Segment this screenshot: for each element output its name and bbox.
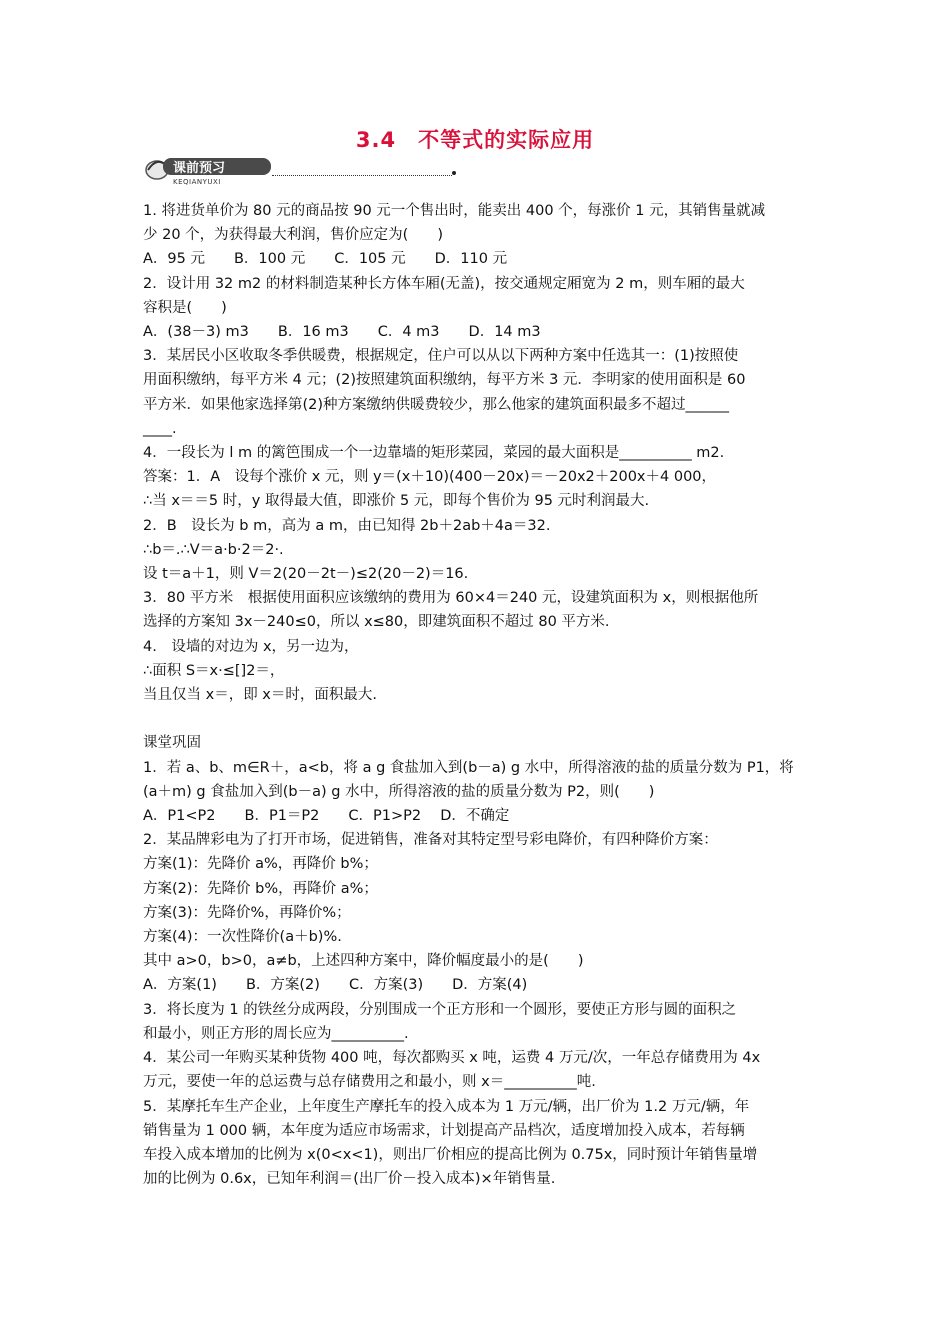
text-line: (a＋m) g 食盐加入到(b－a) g 水中，所得溶液的盐的质量分数为 P2，则( ) — [143, 783, 655, 800]
text-line: 1. 将进货单价为 80 元的商品按 90 元一个售出时，能卖出 400 个，每涨价 1 元，其销售量就减 — [143, 203, 766, 219]
text-line: A．(38－3) m3 B．16 m3 C．4 m3 D．14 m3 — [143, 324, 541, 341]
answer-line: ∴b＝.∴V＝a·b·2＝2·. — [143, 541, 284, 558]
text-line: 销售量为 1 000 辆，本年度为适应市场需求，计划提高产品档次，适度增加投入成本，若每辆 — [143, 1122, 745, 1139]
text-line: 万元，要使一年的总运费与总存储费用之和最小，则 x＝__________吨. — [143, 1074, 596, 1091]
classroom-section — [143, 731, 813, 1191]
section-heading: 课堂巩固 — [143, 735, 201, 752]
badge-rule-end — [452, 171, 456, 175]
text-line: 2．设计用 32 m2 的材料制造某种长方体车厢(无盖)，按交通规定厢宽为 2 m，则车厢的最大 — [143, 275, 745, 292]
text-line: 4．某公司一年购买某种货物 400 吨，每次都购买 x 吨，运费 4 万元/次，一年总存储费用为 4x — [143, 1050, 761, 1067]
text-line: 少 20 个，为获得最大利润，售价应定为( ) — [143, 227, 443, 244]
blank-line — [143, 707, 813, 731]
text-line: A．95 元 B．100 元 C．105 元 D．110 元 — [143, 251, 508, 268]
text-line: 2．某品牌彩电为了打开市场，促进销售，准备对其特定型号彩电降价，有四种降价方案： — [143, 832, 718, 849]
answer-line: 4. 设墙的对边为 x，另一边为， — [143, 638, 359, 655]
text-line: 用面积缴纳，每平方米 4 元；(2)按照建筑面积缴纳，每平方米 3 元．李明家的使用面积是 60 — [143, 372, 746, 389]
text-line: 和最小，则正方形的周长应为__________. — [143, 1025, 409, 1042]
text-line: 3．某居民小区收取冬季供暖费，根据规定，住户可以从以下两种方案中任选其一：(1)按照使 — [143, 348, 739, 365]
text-line: 方案(2)：先降价 b%，再降价 a%； — [143, 880, 378, 897]
badge-subtext: KEQIANYUXI — [173, 178, 221, 186]
preview-section — [143, 199, 813, 707]
text-line: 车投入成本增加的比例为 x(0<x<1)，则出厂价相应的提高比例为 0.75x，同时预计年销售量增 — [143, 1146, 758, 1163]
answer-line: 3．80 平方米 根据使用面积应该缴纳的费用为 60×4＝240 元，设建筑面积为 x，则根据他所 — [143, 590, 759, 607]
text-line: 其中 a>0，b>0，a≠b，上述四种方案中，降价幅度最小的是( ) — [143, 953, 584, 970]
section-badge — [143, 152, 463, 186]
answer-line: ∴当 x＝＝5 时，y 取得最大值，即涨价 5 元，即每个售价为 95 元时利润最大. — [143, 493, 650, 510]
document-body — [143, 199, 813, 1191]
answer-line: 2．B 设长为 b m，高为 a m，由已知得 2b＋2ab＋4a＝32. — [143, 517, 551, 534]
answer-line: 答案：1．A 设每个涨价 x 元，则 y＝(x＋10)(400－20x)＝－20x2＋200x＋4 000， — [143, 469, 717, 486]
answer-line: 当且仅当 x＝，即 x＝时，面积最大. — [143, 687, 377, 704]
badge-dotted-rule — [272, 175, 452, 176]
text-line: 加的比例为 0.6x，已知年利润＝(出厂价－投入成本)×年销售量. — [143, 1171, 556, 1188]
text-line: A．方案(1) B．方案(2) C．方案(3) D．方案(4) — [143, 977, 528, 994]
answer-line: ∴面积 S＝x·≤[]2＝， — [143, 662, 285, 679]
text-line: 5．某摩托车生产企业，上年度生产摩托车的投入成本为 1 万元/辆，出厂价为 1.2 万元/辆，年 — [143, 1098, 750, 1115]
text-line: 容积是( ) — [143, 299, 227, 316]
answer-line: 选择的方案知 3x－240≤0，所以 x≤80，即建筑面积不超过 80 平方米. — [143, 614, 610, 631]
text-line: ____. — [143, 420, 177, 437]
text-line: 方案(1)：先降价 a%，再降价 b%； — [143, 856, 378, 873]
badge-graphic — [143, 152, 283, 186]
text-line: 4．一段长为 l m 的篱笆围成一个一边靠墙的矩形菜园，菜园的最大面积是__________ m2. — [143, 445, 725, 462]
text-line: 平方米．如果他家选择第(2)种方案缴纳供暖费较少，那么他家的建筑面积最多不超过______ — [143, 396, 730, 413]
text-line: 方案(3)：先降价%，再降价%； — [143, 904, 351, 921]
answer-line: 设 t＝a＋1，则 V＝2(20－2t－)≤2(20－2)＝16. — [143, 566, 469, 583]
badge-text: 课前预习 — [173, 161, 226, 176]
text-line: 方案(4)：一次性降价(a＋b)%. — [143, 929, 342, 946]
page-title: 3.4 不等式的实际应用 — [355, 128, 595, 152]
text-line: 3．将长度为 1 的铁丝分成两段，分别围成一个正方形和一个圆形，要使正方形与圆的面积之 — [143, 1001, 737, 1018]
text-line: 1．若 a、b、m∈R＋，a<b，将 a g 食盐加入到(b－a) g 水中，所得溶液的盐的质量分数为 P1，将 — [143, 759, 794, 776]
text-line: A．P1<P2 B．P1＝P2 C．P1>P2 D．不确定 — [143, 808, 510, 825]
